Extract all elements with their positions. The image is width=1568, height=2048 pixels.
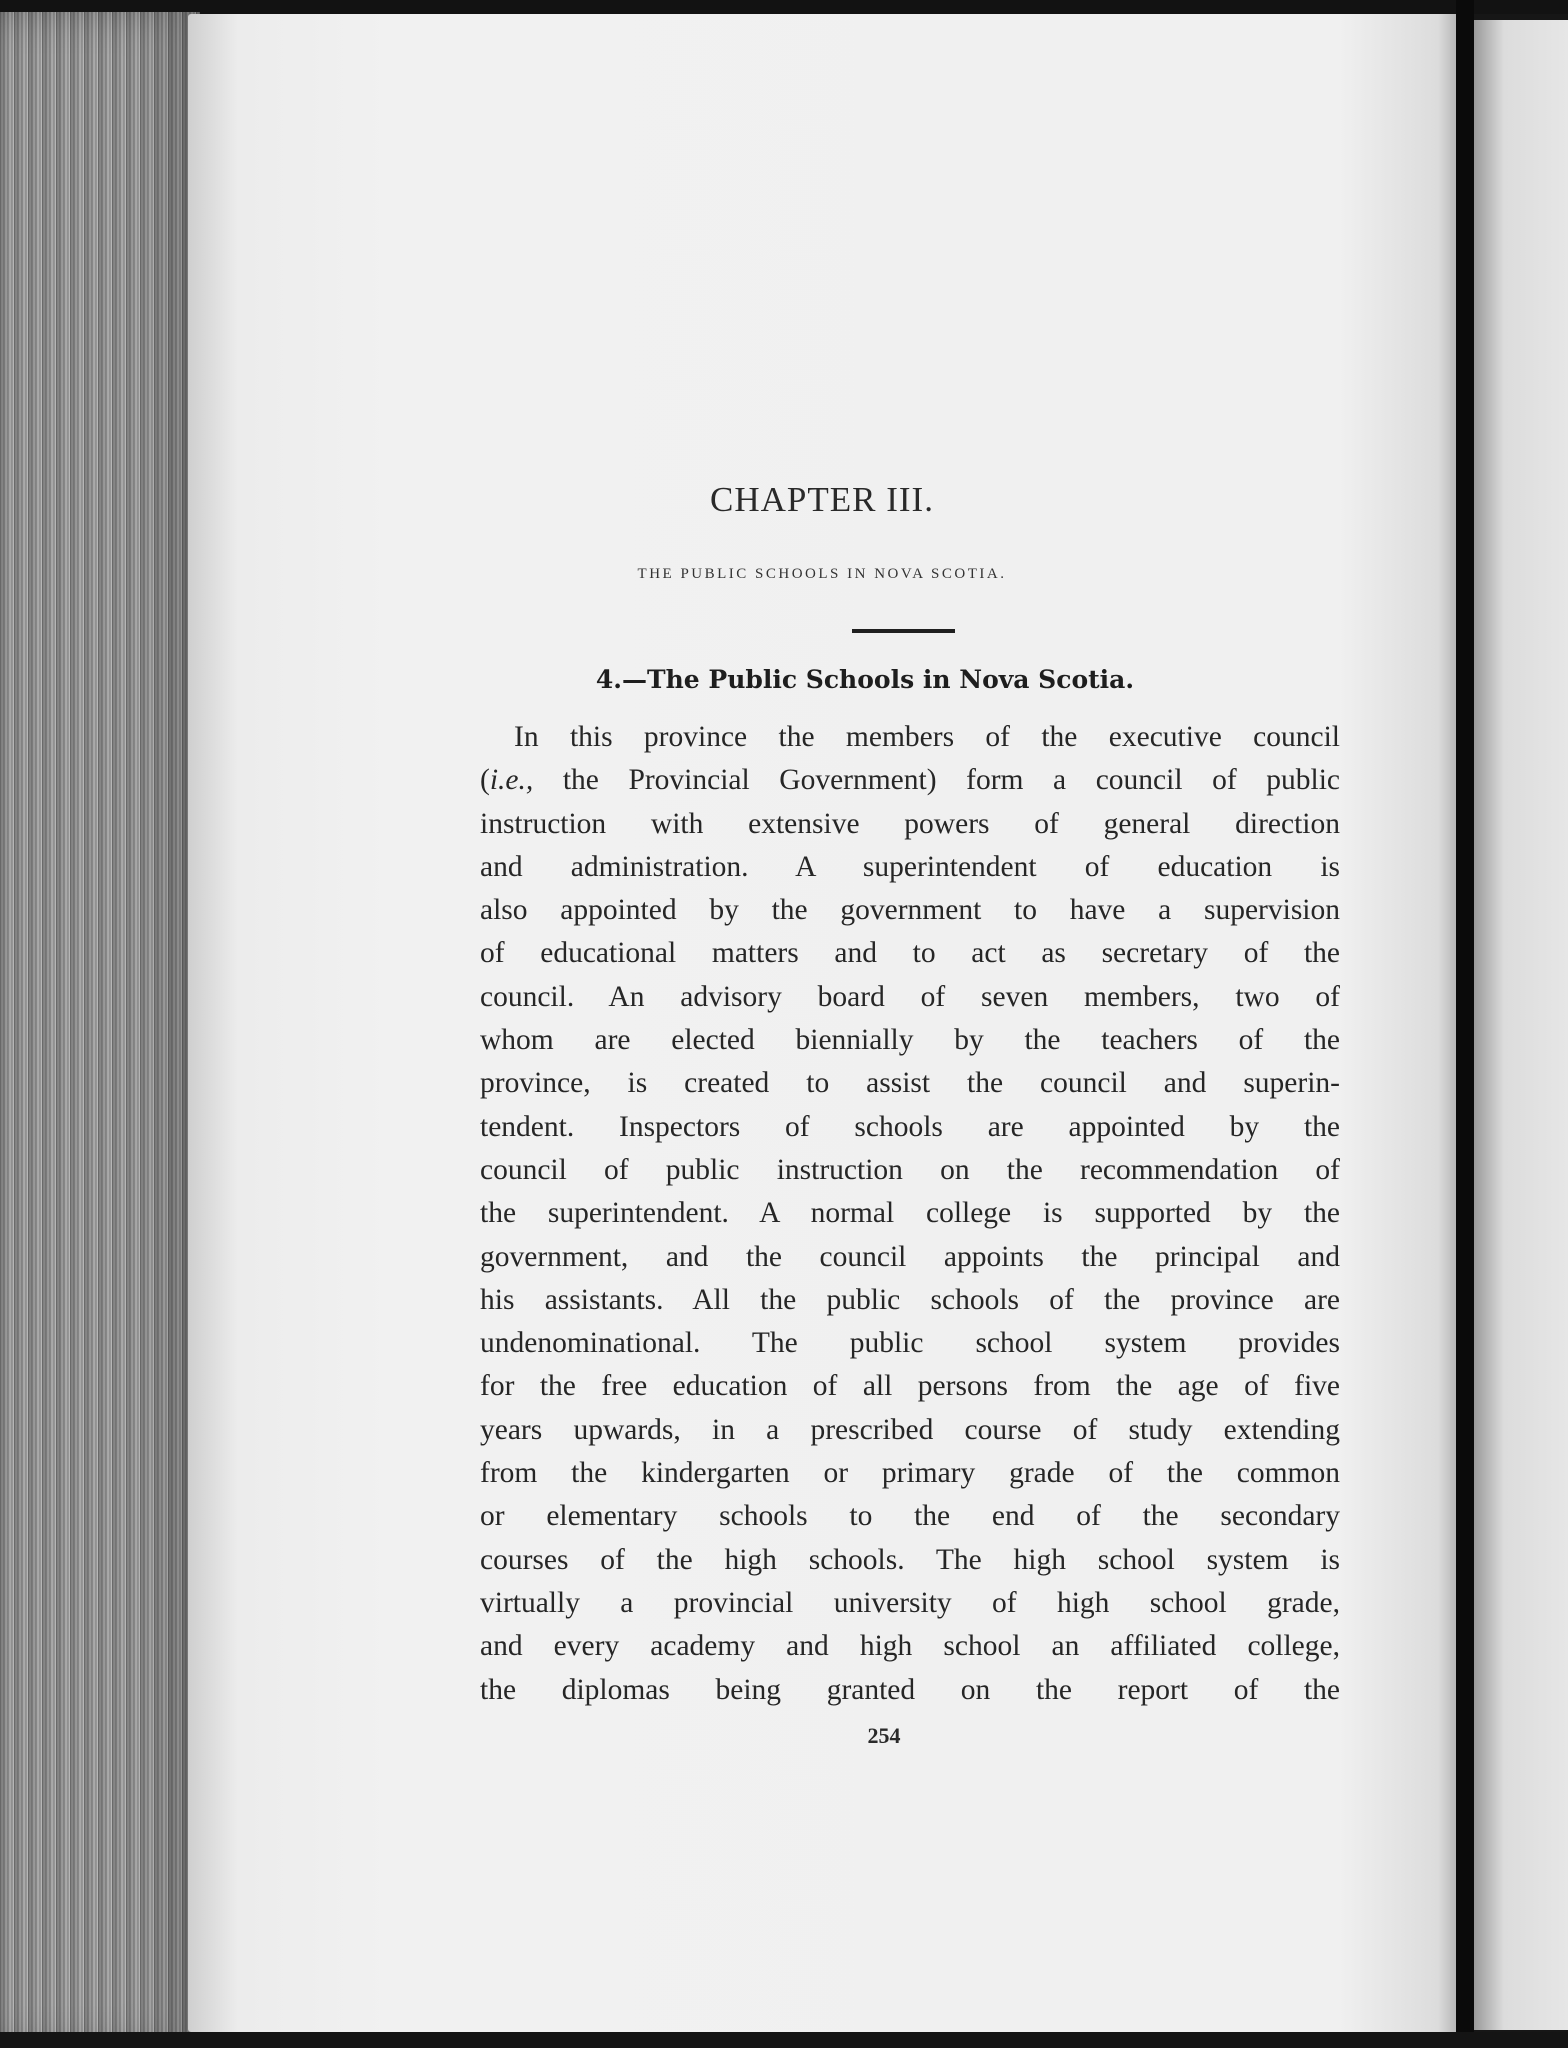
scan-bottom-border xyxy=(0,2032,1568,2048)
facing-page-edge xyxy=(1474,20,1568,2030)
text-line: also appointed by the government to have a supervision xyxy=(480,894,1340,927)
book-gutter xyxy=(1456,0,1474,2048)
text-line: virtually a provincial university of high school grade, xyxy=(480,1586,1340,1619)
text-line: (i.e., the Provincial Government) form a council of public xyxy=(480,764,1340,797)
text-line: the diplomas being granted on the report of the xyxy=(480,1673,1340,1706)
text-line: council. An advisory board of seven members, two of xyxy=(480,980,1340,1013)
text-line: and every academy and high school an affiliated college, xyxy=(480,1630,1340,1663)
chapter-title: CHAPTER III. xyxy=(710,480,934,519)
text-line: of educational matters and to act as secretary of the xyxy=(480,937,1340,970)
text-line: council of public instruction on the recommendation of xyxy=(480,1153,1340,1186)
text-line: from the kindergarten or primary grade of the common xyxy=(480,1457,1340,1490)
body-paragraph xyxy=(480,716,1340,1712)
text-line: and administration. A superintendent of education is xyxy=(480,850,1340,883)
text-line: tendent. Inspectors of schools are appointed by the xyxy=(480,1110,1340,1143)
text-line: whom are elected biennially by the teachers of the xyxy=(480,1024,1340,1057)
text-line: courses of the high schools. The high school system is xyxy=(480,1543,1340,1576)
text-line: years upwards, in a prescribed course of study extending xyxy=(480,1413,1340,1446)
text-line: province, is created to assist the council and superin- xyxy=(480,1067,1340,1100)
text-line: instruction with extensive powers of general direction xyxy=(480,807,1340,840)
chapter-subtitle: THE PUBLIC SCHOOLS IN NOVA SCOTIA. xyxy=(637,566,1007,582)
scan-top-border xyxy=(0,0,1568,14)
text-line: the superintendent. A normal college is supported by the xyxy=(480,1197,1340,1230)
page-number: 254 xyxy=(867,1723,901,1748)
text-line: for the free education of all persons from the age of five xyxy=(480,1370,1340,1403)
text-line: his assistants. All the public schools of the province are xyxy=(480,1283,1340,1316)
text-line: In this province the members of the executive council xyxy=(514,721,1340,753)
text-line: government, and the council appoints the principal and xyxy=(480,1240,1340,1273)
page-edges xyxy=(0,12,200,2048)
text-line: undenominational. The public school system provides xyxy=(480,1327,1340,1360)
text-line: or elementary schools to the end of the secondary xyxy=(480,1500,1340,1533)
section-heading: 4.—The Public Schools in Nova Scotia. xyxy=(595,665,1135,694)
section-divider xyxy=(852,629,955,633)
